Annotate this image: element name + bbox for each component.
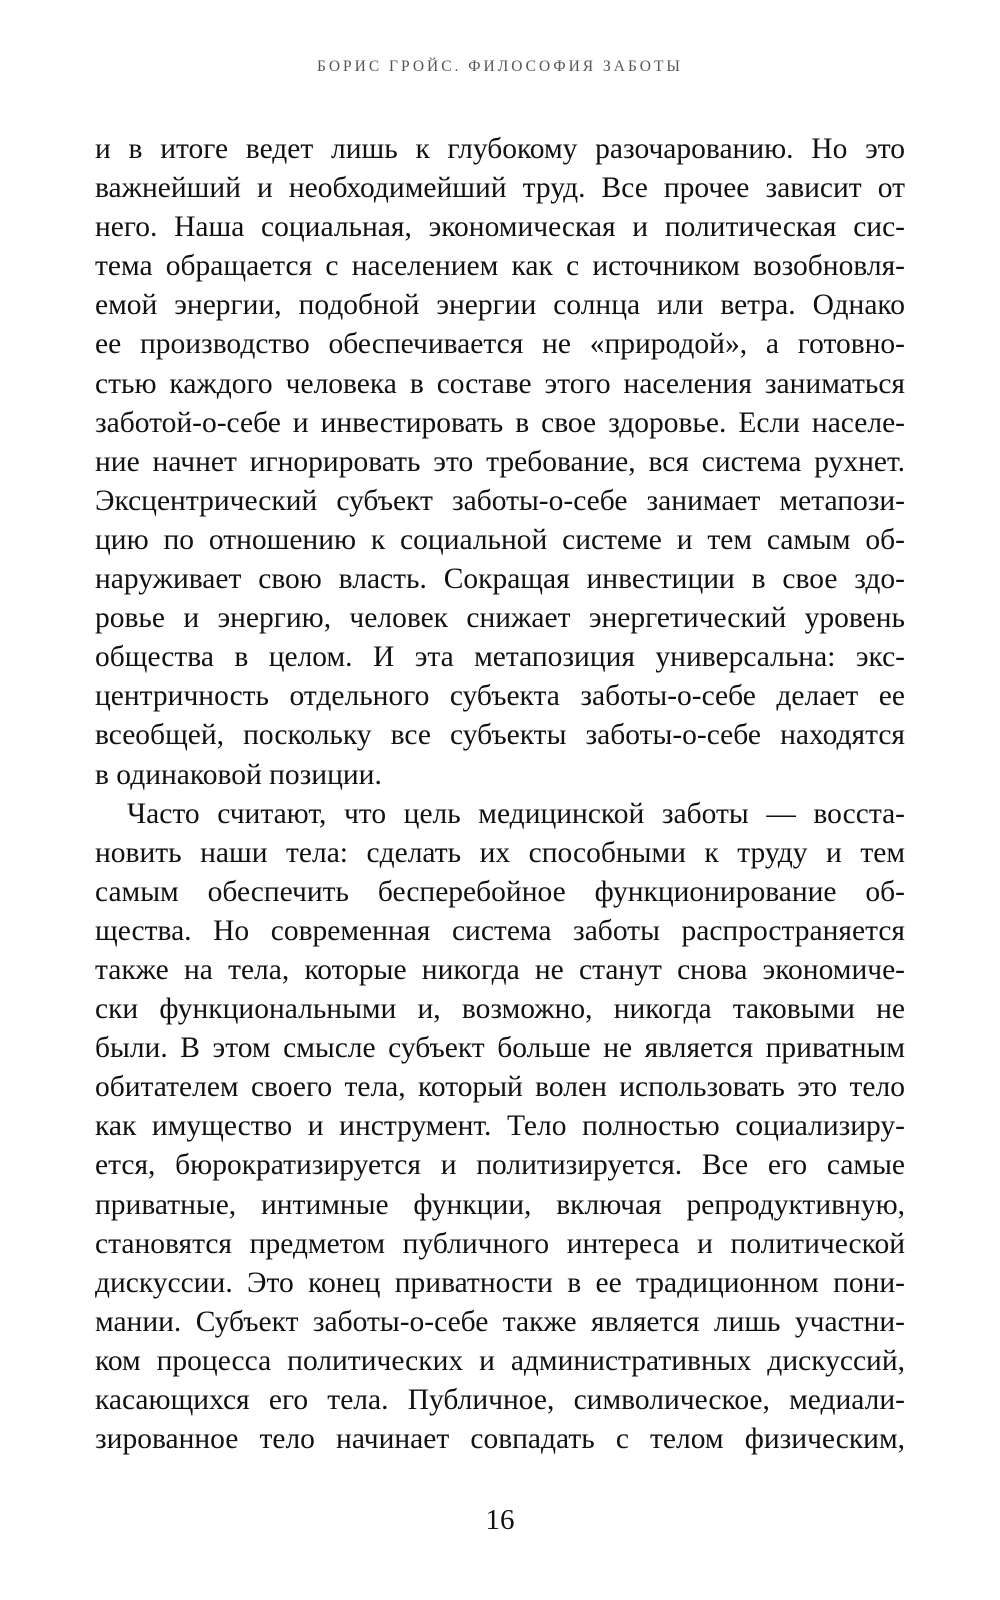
text-line: ком процесса политических и административных дискуссий, bbox=[95, 1344, 905, 1377]
text-line: ее производство обеспечивается не «природой», а готовно- bbox=[95, 328, 905, 361]
text-line: ровье и энергию, человек снижает энергетический уровень bbox=[95, 602, 905, 635]
text-line: Эксцентрический субъект заботы-о-себе занимает метапози- bbox=[95, 484, 905, 517]
text-line: щества. Но современная система заботы распространяется bbox=[95, 914, 905, 947]
text-line: центричность отдельного субъекта заботы-о-себе делает ее bbox=[95, 680, 905, 713]
text-line: ски функциональными и, возможно, никогда таковыми не bbox=[95, 993, 905, 1026]
text-line: как имущество и инструмент. Тело полностью социализиру- bbox=[95, 1110, 905, 1143]
text-line: обитателем своего тела, который волен использовать это тело bbox=[95, 1071, 905, 1104]
text-line: емой энергии, подобной энергии солнца или ветра. Однако bbox=[95, 289, 905, 322]
text-line: касающихся его тела. Публичное, символическое, медиали- bbox=[95, 1384, 905, 1416]
text-line: общества в целом. И эта метапозиция универсальна: экс- bbox=[95, 641, 905, 674]
text-line: всеобщей, поскольку все субъекты заботы-о-себе находятся bbox=[95, 719, 905, 752]
text-line: становятся предметом публичного интереса и политической bbox=[95, 1227, 905, 1260]
body-text bbox=[95, 130, 905, 1459]
page-number: 16 bbox=[485, 1504, 515, 1536]
paragraph-2 bbox=[95, 795, 905, 1460]
text-line: дискуссии. Это конец приватности в ее традиционном пони- bbox=[95, 1266, 905, 1299]
text-line: наруживает свою власть. Сокращая инвестиции в свое здо- bbox=[95, 563, 905, 596]
text-line: Часто считают, что цель медицинской заботы — восста- bbox=[127, 797, 905, 830]
text-line: тема обращается с населением как с источником возобновля- bbox=[95, 250, 905, 283]
text-line: ние начнет игнорировать это требование, вся система рухнет. bbox=[95, 445, 905, 478]
text-line: были. В этом смысле субъект больше не является приватным bbox=[95, 1032, 905, 1065]
text-line: в одинаковой позиции. bbox=[95, 758, 382, 791]
text-line: него. Наша социальная, экономическая и политическая сис- bbox=[95, 211, 905, 244]
text-line: и в итоге ведет лишь к глубокому разочарованию. Но это bbox=[95, 133, 905, 165]
running-header: БОРИС ГРОЙС. ФИЛОСОФИЯ ЗАБОТЫ bbox=[317, 58, 683, 75]
text-line: зированное тело начинает совпадать с телом физическим, bbox=[95, 1423, 905, 1456]
text-line: мании. Субъект заботы-о-себе также является лишь участни- bbox=[95, 1305, 905, 1338]
text-line: новить наши тела: сделать их способными к труду и тем bbox=[95, 836, 905, 869]
text-line: стью каждого человека в составе этого населения заниматься bbox=[95, 367, 905, 400]
text-line: важнейший и необходимейший труд. Все прочее зависит от bbox=[95, 172, 905, 205]
text-line: самым обеспечить бесперебойное функционирование об- bbox=[95, 875, 905, 908]
text-line: ется, бюрократизируется и политизируется. Все его самые bbox=[95, 1149, 905, 1182]
text-line: цию по отношению к социальной системе и тем самым об- bbox=[95, 523, 905, 556]
text-line: приватные, интимные функции, включая репродуктивную, bbox=[95, 1188, 905, 1221]
text-line: также на тела, которые никогда не станут снова экономиче- bbox=[95, 953, 905, 986]
paragraph-1 bbox=[95, 130, 905, 795]
text-line: заботой-о-себе и инвестировать в свое здоровье. Если населе- bbox=[95, 406, 905, 439]
